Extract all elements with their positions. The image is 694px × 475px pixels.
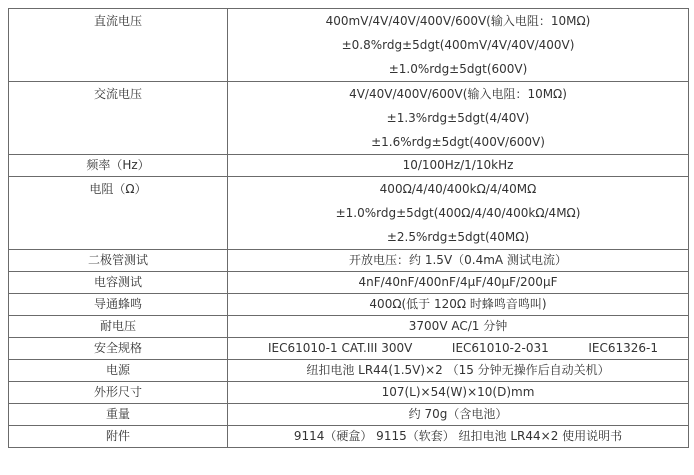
spec-value-line: 107(L)×54(W)×10(D)mm (381, 385, 535, 399)
spec-value-line: 400Ω/4/40/400kΩ/4/40MΩ (379, 182, 537, 196)
spec-row-ac-voltage (9, 82, 689, 155)
spec-row-diode-test (9, 250, 689, 272)
spec-label: 电源 (9, 360, 228, 382)
spec-value-line: ±1.3%rdg±5dgt(4/40V) (386, 111, 530, 125)
spec-row-dimensions (9, 382, 689, 404)
spec-label: 直流电压 (9, 9, 228, 82)
spec-value (228, 404, 689, 426)
spec-label: 电容测试 (9, 272, 228, 294)
spec-label: 附件 (9, 426, 228, 448)
spec-value-line: ±1.6%rdg±5dgt(400V/600V) (371, 135, 545, 149)
spec-row-dc-voltage (9, 9, 689, 82)
spec-value-line: ±0.8%rdg±5dgt(400mV/4V/40V/400V) (341, 38, 575, 52)
spec-value-line: ±1.0%rdg±5dgt(600V) (388, 62, 528, 76)
spec-row-accessories (9, 426, 689, 448)
spec-row-capacitance (9, 272, 689, 294)
spec-label: 频率（Hz） (9, 155, 228, 177)
spec-value-line: 400Ω(低于 120Ω 时蜂鸣音鸣叫) (369, 297, 547, 311)
spec-label: 交流电压 (9, 82, 228, 155)
spec-label: 重量 (9, 404, 228, 426)
spec-value (228, 250, 689, 272)
spec-value (228, 338, 689, 360)
safety-standard: IEC61326-1 (588, 341, 658, 355)
spec-value (228, 272, 689, 294)
spec-label: 导通蜂鸣 (9, 294, 228, 316)
spec-value-line: 4nF/40nF/400nF/4μF/40μF/200μF (358, 275, 558, 289)
spec-value (228, 316, 689, 338)
spec-value (228, 360, 689, 382)
spec-value-line: 10/100Hz/1/10kHz (402, 158, 514, 172)
spec-value-line: 9114（硬盒） 9115（软套） 纽扣电池 LR44×2 使用说明书 (293, 429, 623, 443)
spec-row-frequency (9, 155, 689, 177)
spec-row-continuity (9, 294, 689, 316)
spec-row-withstand-voltage (9, 316, 689, 338)
spec-value (228, 155, 689, 177)
spec-label: 安全规格 (9, 338, 228, 360)
safety-standards-line (228, 338, 688, 359)
spec-value (228, 82, 689, 155)
spec-label: 耐电压 (9, 316, 228, 338)
spec-value (228, 426, 689, 448)
spec-table (8, 8, 689, 448)
spec-value-line: 纽扣电池 LR44(1.5V)×2 （15 分钟无操作后自动关机） (306, 363, 610, 377)
safety-standard: IEC61010-2-031 (451, 341, 549, 355)
spec-value-line: 约 70g（含电池） (408, 407, 508, 421)
spec-row-safety (9, 338, 689, 360)
spec-label: 外形尺寸 (9, 382, 228, 404)
spec-value (228, 382, 689, 404)
spec-value-line: 400mV/4V/40V/400V/600V(输入电阻：10MΩ) (325, 14, 591, 28)
spec-value (228, 9, 689, 82)
spec-value-line: 开放电压：约 1.5V（0.4mA 测试电流） (349, 253, 567, 267)
safety-standard: IEC61010-1 CAT.III 300V (268, 341, 413, 355)
spec-label: 二极管测试 (9, 250, 228, 272)
spec-row-resistance (9, 177, 689, 250)
spec-value-line: ±1.0%rdg±5dgt(400Ω/4/40/400kΩ/4MΩ) (335, 206, 581, 220)
spec-value (228, 177, 689, 250)
spec-row-weight (9, 404, 689, 426)
spec-value-line: 3700V AC/1 分钟 (408, 319, 508, 333)
spec-value-line: ±2.5%rdg±5dgt(40MΩ) (386, 230, 530, 244)
spec-value-line: 4V/40V/400V/600V(输入电阻：10MΩ) (349, 87, 567, 101)
spec-value (228, 294, 689, 316)
spec-row-power (9, 360, 689, 382)
spec-label: 电阻（Ω） (9, 177, 228, 250)
